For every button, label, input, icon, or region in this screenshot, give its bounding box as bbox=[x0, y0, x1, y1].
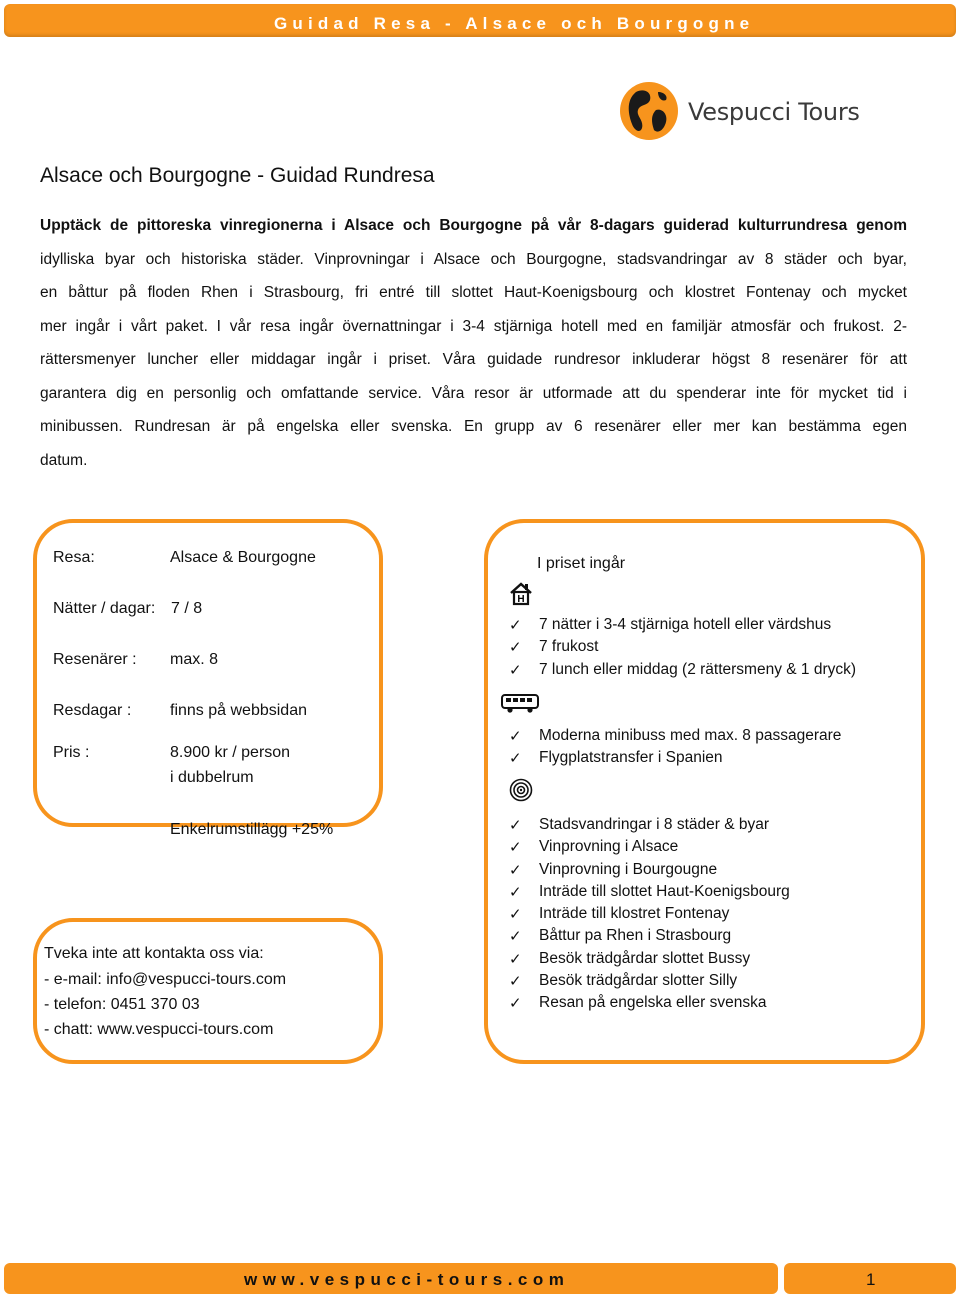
resdagar-label: Resdagar : bbox=[53, 702, 132, 719]
list-item: ✓ Flygplatstransfer i Spanien bbox=[509, 749, 723, 768]
resenarer-label: Resenärer : bbox=[53, 651, 137, 668]
footer-bar bbox=[4, 1263, 778, 1294]
intro-line: mer ingår i vårt paket. I vår resa ingår övernattningar i 3-4 stjärniga hotell med en familjär atmosfär och frukost. 2- bbox=[40, 317, 907, 335]
contact-chat[interactable]: - chatt: www.vespucci-tours.com bbox=[44, 1021, 274, 1038]
list-item: ✓ 7 nätter i 3-4 stjärniga hotell eller värdshus bbox=[509, 616, 832, 634]
footer-url[interactable]: www.vespucci-tours.com bbox=[244, 1270, 570, 1289]
globe-icon bbox=[618, 80, 680, 142]
contact-heading: Tveka inte att kontakta oss via: bbox=[44, 945, 264, 962]
resenarer-value: max. 8 bbox=[170, 651, 219, 668]
resdagar-value: finns på webbsidan bbox=[170, 702, 307, 719]
list-item: ✓ Besök trädgårdar slottet Bussy bbox=[509, 949, 751, 968]
natter-value: 7 / 8 bbox=[171, 600, 203, 617]
intro-line: Upptäck de pittoreska vinregionerna i Alsace och Bourgogne på vår 8-dagars guiderad kulturrundresa genom bbox=[40, 217, 907, 234]
list-item: ✓ Besök trädgårdar slotter Silly bbox=[509, 972, 738, 991]
activities-list bbox=[509, 816, 790, 1017]
logo bbox=[618, 80, 858, 146]
target-icon bbox=[509, 778, 533, 802]
intro-line: datum. bbox=[40, 451, 88, 469]
resa-label: Resa: bbox=[53, 549, 95, 566]
contact-box bbox=[33, 918, 383, 1064]
list-item: ✓ Vinprovning i Alsace bbox=[509, 838, 679, 857]
resa-value: Alsace & Bourgogne bbox=[170, 549, 316, 566]
list-item: ✓ Resan på engelska eller svenska bbox=[509, 994, 767, 1013]
hotel-icon bbox=[508, 581, 534, 607]
natter-label: Nätter / dagar: bbox=[53, 600, 156, 617]
svg-text:H: H bbox=[517, 594, 525, 605]
list-item: ✓ 7 frukost bbox=[509, 638, 599, 657]
intro-text bbox=[40, 209, 907, 477]
intro-line: minibussen. Rundresan är på engelska eller svenska. En grupp av 6 resenärer eller mer kan bestämma egen bbox=[40, 418, 907, 435]
pris-note: i dubbelrum bbox=[170, 769, 254, 786]
enkelrum-supplement: Enkelrumstillägg +25% bbox=[170, 821, 334, 838]
pris-label: Pris : bbox=[53, 744, 90, 761]
logo-brand: Vespucci Tours bbox=[688, 98, 860, 126]
bus-icon bbox=[500, 692, 540, 714]
hotel-list bbox=[509, 616, 856, 683]
list-item: ✓ Stadsvandringar i 8 städer & byar bbox=[509, 816, 770, 834]
page-number: 1 bbox=[866, 1270, 876, 1289]
contact-phone[interactable]: - telefon: 0451 370 03 bbox=[44, 996, 200, 1013]
header-title: Guidad Resa - Alsace och Bourgogne bbox=[274, 14, 755, 33]
transport-list bbox=[509, 727, 841, 772]
intro-line: rättersmenyer luncher eller middagar ingår i priset. Våra guidade rundresor inkluderar högst 8 resenärer för att bbox=[40, 351, 907, 368]
page-number-bar bbox=[784, 1263, 956, 1294]
list-item: ✓ Moderna minibuss med max. 8 passagerare bbox=[509, 727, 842, 745]
page-title: Alsace och Bourgogne - Guidad Rundresa bbox=[40, 164, 435, 187]
intro-line: garantera dig en personlig och omfattande service. Våra resor är utformade att du spenderar inte för mycket tid i bbox=[40, 384, 907, 402]
list-item: ✓ Inträde till klostret Fontenay bbox=[509, 905, 730, 924]
list-item: ✓ Båttur pa Rhen i Strasbourg bbox=[509, 927, 732, 946]
header-bar bbox=[4, 4, 956, 37]
intro-line: en båttur på floden Rhen i Strasbourg, fri entré till slottet Haut-Koenigsbourg och klostret Fontenay och mycket bbox=[40, 284, 907, 301]
list-item: ✓ 7 lunch eller middag (2 rättersmeny & 1 dryck) bbox=[509, 660, 857, 679]
list-item: ✓ Inträde till slottet Haut-Koenigsbourg bbox=[509, 882, 790, 901]
intro-line: idylliska byar och historiska städer. Vinprovningar i Alsace och Bourgogne, stadsvandringar av 8 städer och byar, bbox=[40, 250, 907, 268]
list-item: ✓ Vinprovning i Bourgougne bbox=[509, 860, 718, 879]
pris-value: 8.900 kr / person bbox=[170, 744, 291, 761]
contact-email[interactable]: - e-mail: info@vespucci-tours.com bbox=[44, 971, 287, 988]
included-heading: I priset ingår bbox=[537, 555, 626, 572]
